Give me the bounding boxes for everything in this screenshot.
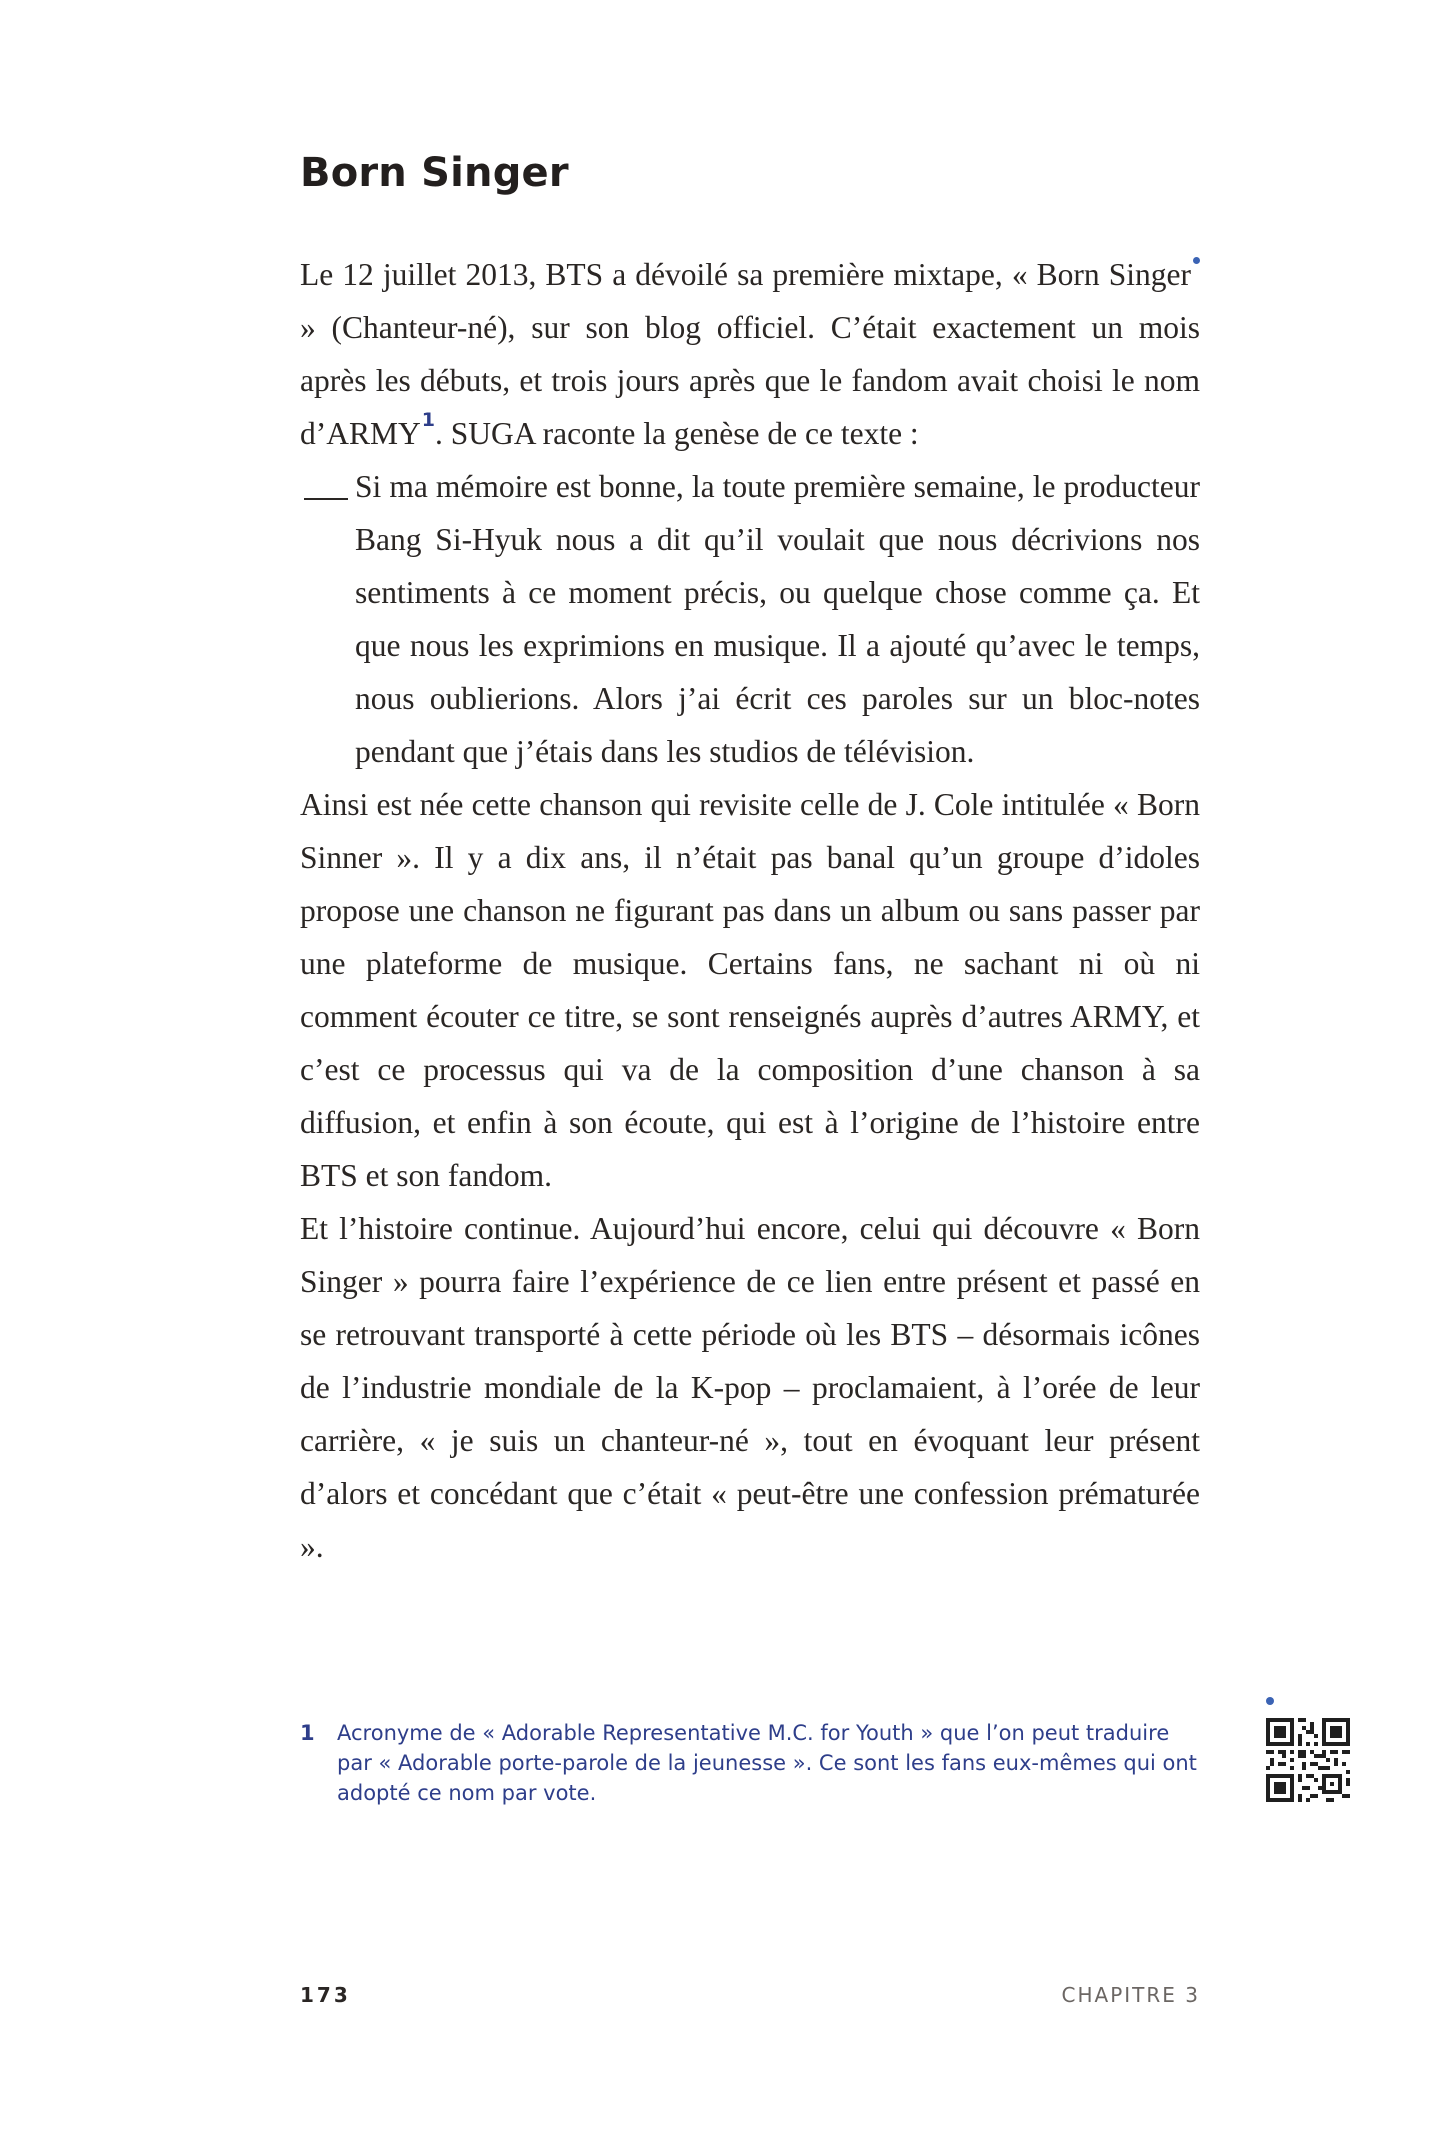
- qr-code-icon[interactable]: [1266, 1718, 1350, 1802]
- footnote-text: Acronyme de « Adorable Representative M.C. for Youth » que l’on peut traduire par « Adorable porte-parole de la jeunesse ». Ce sont les fans eux-mêmes qui ont adopté ce nom par vote.: [337, 1721, 1197, 1805]
- media-marker-dot-icon[interactable]: [1193, 257, 1200, 264]
- page-number: 173: [300, 1983, 351, 2007]
- quote-text: Si ma mémoire est bonne, la toute première semaine, le producteur Bang Si-Hyuk nous a dit qu’il voulait que nous décrivions nos sentiments à ce moment précis, ou quelque chose comme ça. Et que nous les exprimions en musique. Il a ajouté qu’avec le temps, nous oublierions. Alors j’ai écrit ces paroles sur un bloc-notes pendant que j’étais dans les studios de télévision.: [355, 469, 1200, 769]
- paragraph-intro: [300, 248, 1200, 460]
- quote-dash-icon: [304, 460, 350, 513]
- footnote: [300, 1718, 1205, 1808]
- paragraph-intro-part-3: . SUGA raconte la genèse de ce texte :: [435, 416, 919, 451]
- page-title: Born Singer: [300, 150, 569, 196]
- paragraph-born-sinner: Ainsi est née cette chanson qui revisite celle de J. Cole intitulée « Born Sinner ». Il y a dix ans, il n’était pas banal qu’un groupe d’idoles propose une chanson ne figurant pas dans un album ou sans passer par une plateforme de musique. Certains fans, ne sachant ni où ni comment écouter ce titre, se sont renseignés auprès d’autres ARMY, et c’est ce processus qui va de la composition d’une chanson à sa diffusion, et enfin à son écoute, qui est à l’origine de l’histoire entre BTS et son fandom.: [300, 787, 1200, 1193]
- body-text: [300, 248, 1200, 1573]
- quote-block: [300, 460, 1200, 778]
- paragraph-intro-part-2: » (Chanteur-né), sur son blog officiel. C’était exactement un mois après les débuts, et trois jours après que le fandom avait choisi le nom d’ARMY: [300, 310, 1200, 451]
- footnote-number: 1: [300, 1721, 315, 1745]
- chapter-label: CHAPITRE 3: [1061, 1983, 1200, 2007]
- footnote-reference[interactable]: 1: [421, 409, 435, 431]
- blue-dot-icon: [1266, 1697, 1274, 1705]
- paragraph-history: Et l’histoire continue. Aujourd’hui encore, celui qui découvre « Born Singer » pourra faire l’expérience de ce lien entre présent et passé en se retrouvant transporté à cette période où les BTS – désormais icônes de l’industrie mondiale de la K-pop – proclamaient, à l’orée de leur carrière, « je suis un chanteur-né », tout en évoquant leur présent d’alors et concédant que c’était « peut-être une confession prématurée ».: [300, 1211, 1200, 1564]
- paragraph-intro-part-1: Le 12 juillet 2013, BTS a dévoilé sa première mixtape, « Born Singer: [300, 257, 1191, 292]
